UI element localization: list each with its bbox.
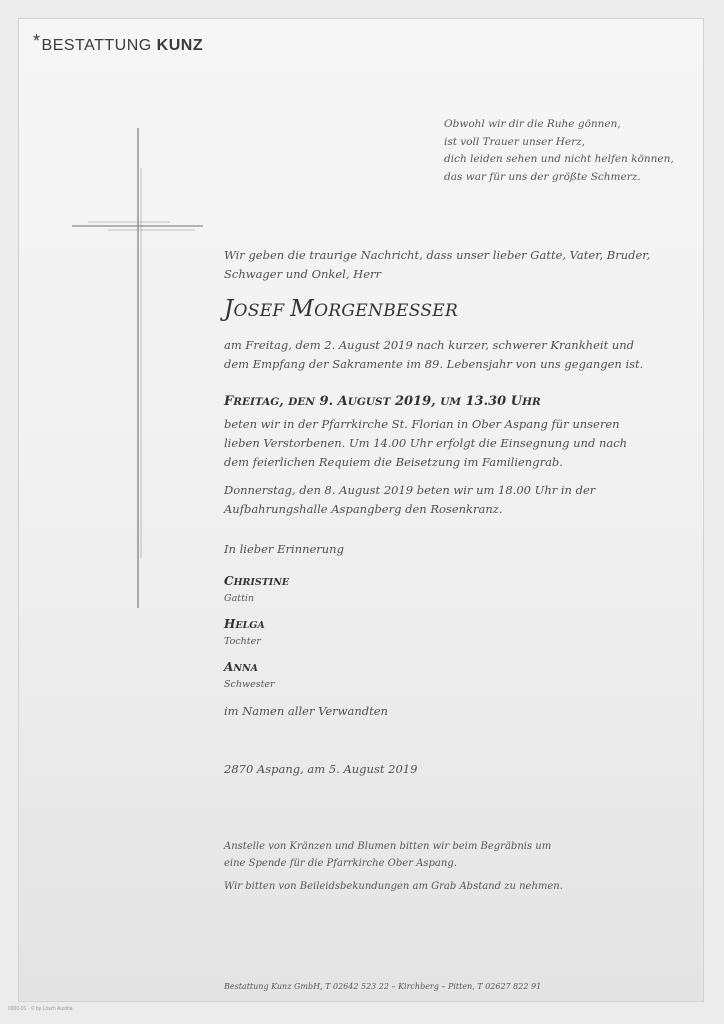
mourner-name bbox=[224, 617, 265, 631]
place-date-line: 2870 Aspang, am 5. August 2019 bbox=[224, 762, 418, 776]
funeral-line: lieben Verstorbenen. Um 14.00 Uhr erfolgt die Einsegnung und nach bbox=[224, 436, 628, 450]
death-notice-line: dem Empfang der Sakramente im 89. Lebensjahr von uns gegangen ist. bbox=[224, 357, 644, 371]
mourner-role: Tochter bbox=[224, 636, 261, 647]
notes bbox=[224, 838, 551, 872]
mourner-name bbox=[224, 660, 258, 674]
remembrance-text bbox=[224, 540, 664, 559]
brand-logo bbox=[33, 31, 204, 55]
heading-part: DEN bbox=[288, 396, 316, 408]
heading-part: REITAG bbox=[233, 396, 280, 408]
condolence-note: Wir bitten von Beileidsbekundungen am Grab Abstand zu nehmen. bbox=[224, 881, 563, 892]
deceased-name bbox=[224, 296, 458, 322]
name-first-rest: OSEF bbox=[233, 301, 291, 321]
logo-asterisk: * bbox=[33, 31, 41, 51]
mourner-initial: H bbox=[224, 617, 236, 631]
heading-part: UGUST bbox=[347, 396, 391, 408]
place-date bbox=[224, 760, 664, 779]
note-line: Anstelle von Kränzen und Blumen bitten wir beim Begräbnis um bbox=[224, 841, 552, 852]
cross-icon bbox=[60, 118, 220, 618]
funeral-line: dem feierlichen Requiem die Beisetzung im Familiengrab. bbox=[224, 455, 563, 469]
funeral-paragraph bbox=[224, 415, 664, 472]
mourner-role: Schwester bbox=[224, 679, 275, 690]
heading-part: UM bbox=[440, 396, 461, 408]
note-line: eine Spende für die Pfarrkirche Ober Aspang. bbox=[224, 858, 457, 869]
mourner-role: Gattin bbox=[224, 593, 255, 604]
mourner-name bbox=[224, 574, 289, 588]
relatives-text bbox=[224, 702, 664, 721]
logo-name-bold: KUNZ bbox=[156, 37, 204, 54]
rosary-line: Donnerstag, den 8. August 2019 beten wir um 18.00 Uhr in der bbox=[224, 483, 596, 497]
rosary-paragraph bbox=[224, 481, 664, 519]
poem bbox=[444, 116, 694, 186]
logo-name-regular: BESTATTUNG bbox=[41, 37, 157, 54]
rosary-line: Aufbahrungshalle Aspangberg den Rosenkranz. bbox=[224, 502, 503, 516]
name-initial: M bbox=[290, 296, 315, 322]
heading-part: 13.30 U bbox=[460, 394, 523, 409]
mourner-initial: C bbox=[224, 574, 234, 588]
poem-line: das war für uns der größte Schmerz. bbox=[444, 170, 641, 183]
heading-part: F bbox=[224, 394, 234, 409]
death-notice bbox=[224, 336, 664, 374]
heading-part: 2019, bbox=[390, 394, 441, 409]
intro-line: Wir geben die traurige Nachricht, dass unser lieber Gatte, Vater, Bruder, bbox=[224, 248, 651, 262]
death-notice-line: am Freitag, dem 2. August 2019 nach kurzer, schwerer Krankheit und bbox=[224, 338, 635, 352]
corner-print: 0000-01 · © by Lösch Austria bbox=[8, 1006, 73, 1012]
heading-part: 9. A bbox=[315, 394, 348, 409]
intro-paragraph bbox=[224, 246, 664, 284]
funeral-heading bbox=[224, 394, 541, 409]
mourner-rest: HRISTINE bbox=[233, 577, 290, 588]
mourner-initial: A bbox=[224, 660, 234, 674]
poem-line: Obwohl wir dir die Ruhe gönnen, bbox=[444, 118, 621, 130]
heading-part: , bbox=[279, 394, 289, 409]
poem-line: ist voll Trauer unser Herz, bbox=[444, 135, 585, 148]
name-last-rest: ORGENBESSER bbox=[314, 301, 459, 321]
intro-line: Schwager und Onkel, Herr bbox=[224, 267, 382, 281]
footer-contact: Bestattung Kunz GmbH, T 02642 523 22 – Kirchberg – Pitten, T 02627 822 91 bbox=[224, 982, 542, 991]
name-initial: J bbox=[224, 296, 234, 322]
mourner-rest: NNA bbox=[233, 663, 259, 674]
mourner-rest: ELGA bbox=[235, 620, 265, 631]
relatives-line: im Namen aller Verwandten bbox=[224, 704, 388, 718]
funeral-line: beten wir in der Pfarrkirche St. Florian in Ober Aspang für unseren bbox=[224, 417, 620, 431]
poem-line: dich leiden sehen und nicht helfen können, bbox=[444, 153, 674, 165]
heading-part: HR bbox=[522, 396, 541, 408]
remembrance-line: In lieber Erinnerung bbox=[224, 542, 344, 556]
